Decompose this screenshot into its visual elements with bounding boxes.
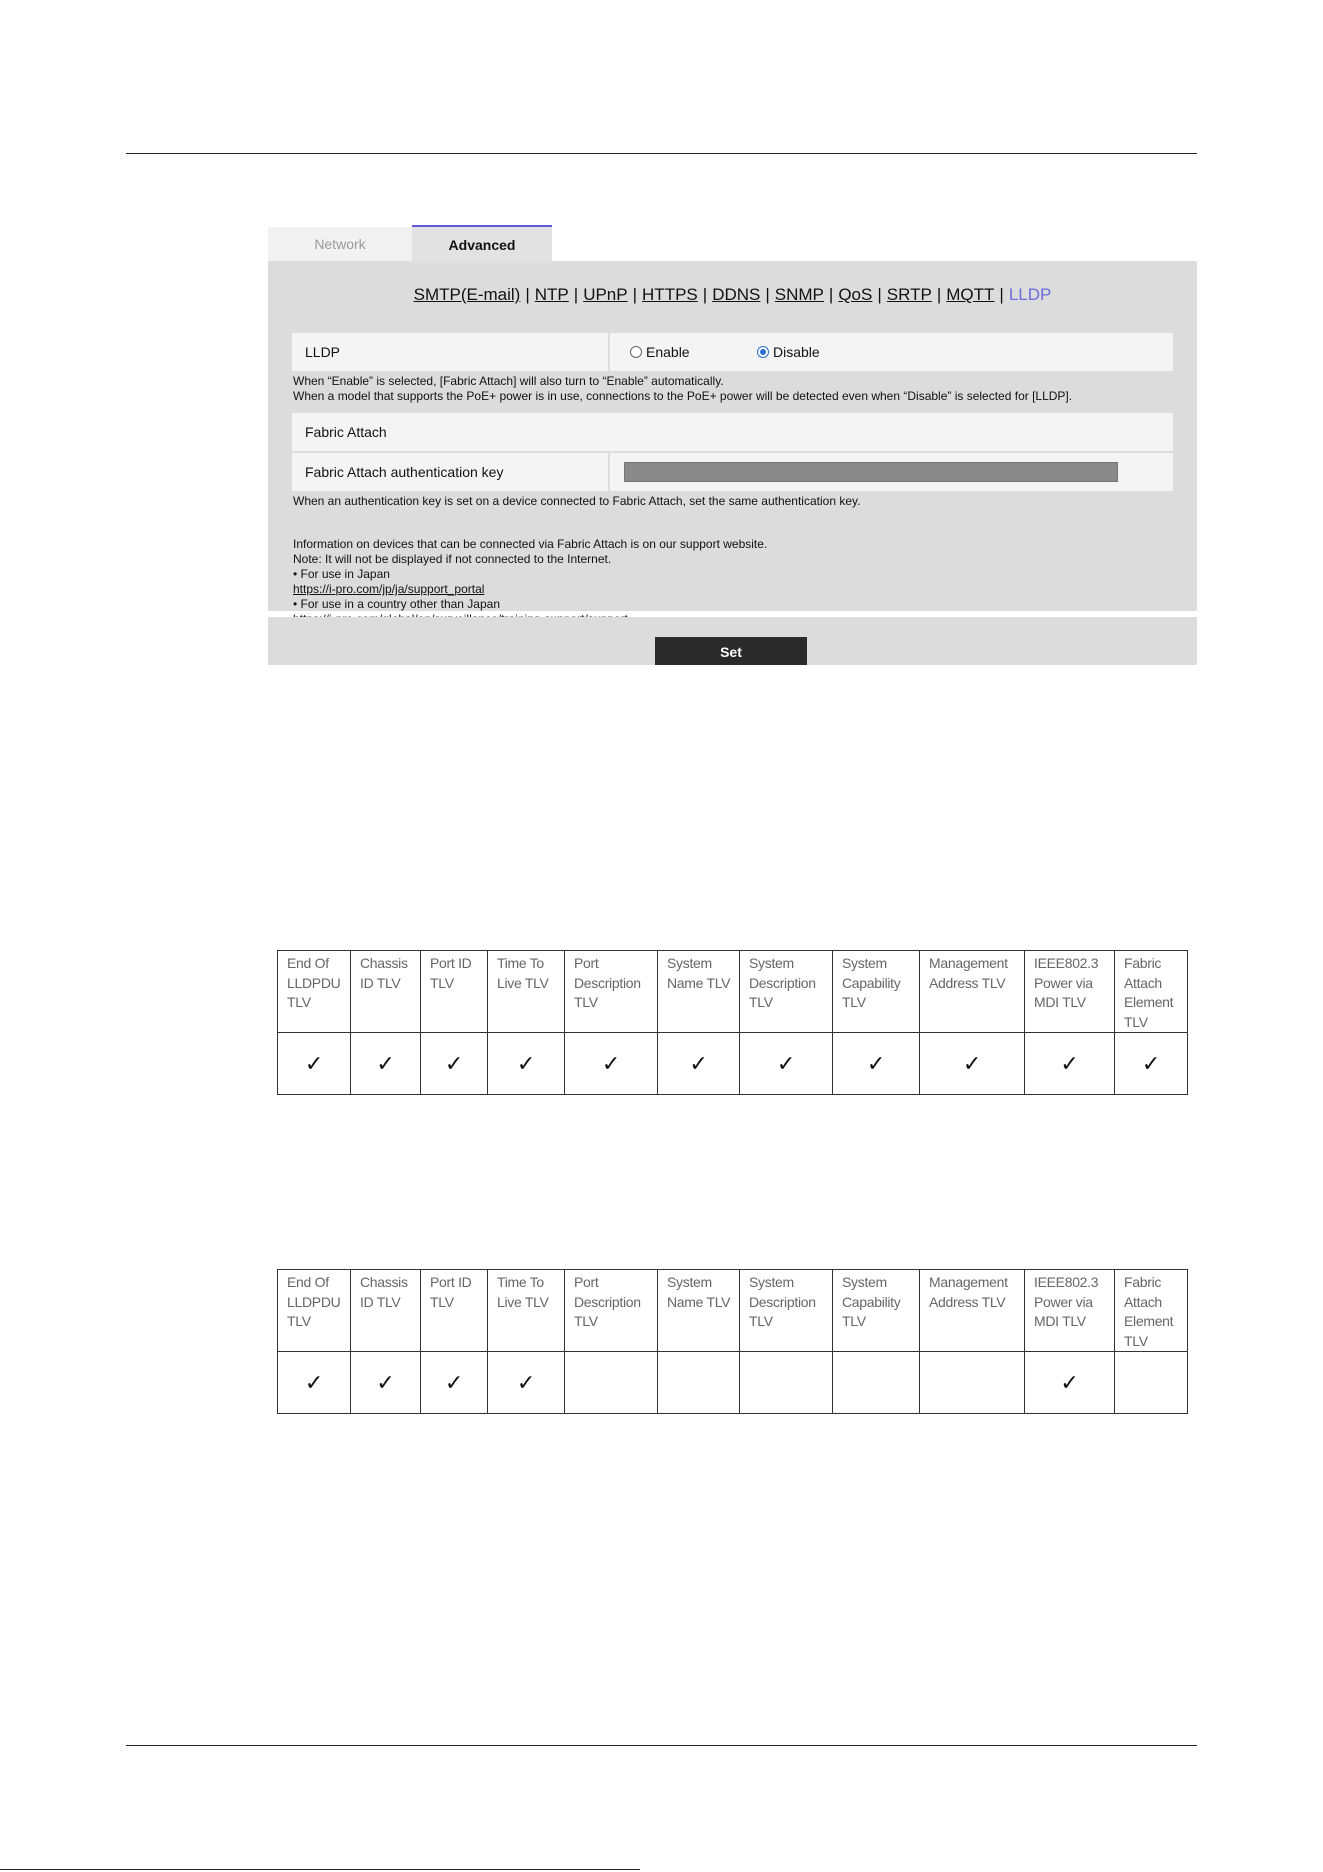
check-cell — [920, 1033, 1025, 1095]
tab-network[interactable]: Network — [268, 227, 412, 261]
tlv-col-system-description: System Description TLV — [740, 951, 833, 1033]
tlv-col-end-of-lldpdu: End Of LLDPDU TLV — [278, 1270, 351, 1352]
check-icon: ✓ — [444, 1369, 464, 1395]
tlv-col-ieee8023-power: IEEE802.3 Power via MDI TLV — [1025, 951, 1115, 1033]
settings-tabs — [268, 223, 1197, 261]
subnav-link-lldp[interactable]: LLDP — [1008, 285, 1052, 304]
check-cell — [565, 1033, 658, 1095]
check-cell — [351, 1033, 421, 1095]
tlv-col-port-description: Port Description TLV — [565, 1270, 658, 1352]
tlv-col-fabric-attach-element: Fabric Attach Element TLV — [1115, 951, 1188, 1033]
check-icon: ✓ — [1060, 1050, 1079, 1076]
check-cell — [278, 1033, 351, 1095]
subnav-separator: | — [877, 285, 882, 304]
lldp-note-line2: When a model that supports the PoE+ power is in use, connections to the PoE+ power will be detected even when “Disable” is selected for [LLDP]. — [293, 389, 1073, 403]
check-icon: ✓ — [444, 1050, 464, 1076]
check-cell — [658, 1352, 740, 1414]
subnav-separator: | — [765, 285, 770, 304]
tlv-col-port-id: Port ID TLV — [421, 951, 488, 1033]
tab-advanced[interactable]: Advanced — [412, 225, 552, 263]
check-cell — [421, 1033, 488, 1095]
tlv-check-row — [278, 1352, 1188, 1414]
check-cell — [351, 1352, 421, 1414]
check-cell — [1115, 1033, 1188, 1095]
support-info — [292, 537, 1173, 627]
lldp-settings-panel — [268, 223, 1197, 665]
subnav-link-ntp[interactable]: NTP — [534, 285, 569, 304]
subnav-separator: | — [525, 285, 530, 304]
lldp-disable-radio[interactable] — [757, 344, 820, 360]
check-cell — [740, 1352, 833, 1414]
check-icon: ✓ — [376, 1369, 395, 1395]
check-icon: ✓ — [776, 1050, 796, 1076]
check-icon: ✓ — [962, 1050, 982, 1076]
tlv-header-row — [278, 951, 1188, 1033]
subnav-link-ddns[interactable]: DDNS — [712, 285, 761, 304]
header-rule — [126, 153, 1197, 154]
fabric-attach-key-row — [292, 453, 1173, 491]
tlv-col-ieee8023-power: IEEE802.3 Power via MDI TLV — [1025, 1270, 1115, 1352]
check-cell — [740, 1033, 833, 1095]
check-cell — [833, 1352, 920, 1414]
lldp-note-line1: When “Enable” is selected, [Fabric Attach] will also turn to “Enable” automatically. — [293, 374, 724, 388]
subnav-link-smtp[interactable]: SMTP(E-mail) — [413, 285, 521, 304]
check-icon: ✓ — [1141, 1050, 1161, 1076]
lldp-enable-label: Enable — [646, 344, 690, 360]
fabric-attach-key-input[interactable] — [624, 462, 1118, 482]
check-cell — [1025, 1352, 1115, 1414]
radio-on-icon[interactable] — [757, 346, 769, 358]
lldp-label: LLDP — [292, 333, 610, 371]
subnav-separator: | — [632, 285, 638, 304]
fabric-attach-key-note: When an authentication key is set on a device connected to Fabric Attach, set the same authentication key. — [293, 494, 861, 508]
fabric-attach-row — [292, 413, 1173, 451]
subnav-separator: | — [936, 285, 942, 304]
advanced-subnav — [292, 285, 1173, 307]
tlv-col-system-capability: System Capability TLV — [833, 951, 920, 1033]
tlv-col-end-of-lldpdu: End Of LLDPDU TLV — [278, 951, 351, 1033]
check-icon: ✓ — [376, 1050, 395, 1076]
subnav-link-https[interactable]: HTTPS — [642, 285, 698, 304]
check-icon: ✓ — [516, 1050, 536, 1076]
tlv-col-system-description: System Description TLV — [740, 1270, 833, 1352]
lldp-note — [292, 371, 1173, 410]
tlv-header-row — [278, 1270, 1188, 1352]
radio-off-icon[interactable] — [630, 346, 642, 358]
tlv-check-row — [278, 1033, 1188, 1095]
subnav-link-srtp[interactable]: SRTP — [886, 285, 932, 304]
tlv-col-system-capability: System Capability TLV — [833, 1270, 920, 1352]
footer-rule — [126, 1745, 1197, 1746]
page-bottom-rule — [0, 1869, 640, 1870]
support-link-japan[interactable]: https://i-pro.com/jp/ja/support_portal — [293, 582, 485, 596]
tlv-col-port-id: Port ID TLV — [421, 1270, 488, 1352]
subnav-separator: | — [573, 285, 579, 304]
tlv-col-fabric-attach-element: Fabric Attach Element TLV — [1115, 1270, 1188, 1352]
tlv-col-system-name: System Name TLV — [658, 951, 740, 1033]
check-cell — [920, 1352, 1025, 1414]
subnav-separator: | — [702, 285, 708, 304]
check-cell — [488, 1352, 565, 1414]
tlv-col-management-address: Management Address TLV — [920, 1270, 1025, 1352]
set-button[interactable]: Set — [655, 637, 807, 665]
tlv-col-chassis-id: Chassis ID TLV — [351, 1270, 421, 1352]
info-line4: • For use in a country other than Japan — [293, 597, 500, 611]
set-bar — [268, 617, 1197, 665]
tlv-col-system-name: System Name TLV — [658, 1270, 740, 1352]
check-icon: ✓ — [866, 1050, 886, 1076]
check-cell — [278, 1352, 351, 1414]
tlv-col-management-address: Management Address TLV — [920, 951, 1025, 1033]
lldp-row — [292, 333, 1173, 371]
fabric-attach-key-label: Fabric Attach authentication key — [292, 453, 610, 491]
check-cell — [1115, 1352, 1188, 1414]
lldp-disable-label: Disable — [773, 344, 820, 360]
fabric-attach-label: Fabric Attach — [305, 424, 387, 440]
subnav-link-mqtt[interactable]: MQTT — [946, 285, 995, 304]
subnav-link-snmp[interactable]: SNMP — [774, 285, 824, 304]
tlv-table-disable — [277, 1269, 1188, 1414]
lldp-radio-group — [610, 344, 1173, 360]
lldp-enable-radio[interactable] — [630, 344, 757, 360]
check-cell — [833, 1033, 920, 1095]
subnav-link-qos[interactable]: QoS — [838, 285, 873, 304]
check-icon: ✓ — [516, 1369, 536, 1395]
subnav-separator: | — [999, 285, 1004, 304]
tlv-col-time-to-live: Time To Live TLV — [488, 1270, 565, 1352]
tlv-col-time-to-live: Time To Live TLV — [488, 951, 565, 1033]
info-line3: • For use in Japan — [293, 567, 390, 581]
info-line1: Information on devices that can be connected via Fabric Attach is on our support website. — [293, 537, 768, 551]
tlv-table-enable — [277, 950, 1188, 1095]
check-icon: ✓ — [304, 1369, 324, 1395]
check-cell — [488, 1033, 565, 1095]
check-cell — [658, 1033, 740, 1095]
check-cell — [421, 1352, 488, 1414]
info-line2: Note: It will not be displayed if not connected to the Internet. — [293, 552, 612, 566]
subnav-link-upnp[interactable]: UPnP — [583, 285, 628, 304]
check-icon: ✓ — [304, 1050, 324, 1076]
check-icon: ✓ — [601, 1050, 621, 1076]
tlv-col-port-description: Port Description TLV — [565, 951, 658, 1033]
check-cell — [565, 1352, 658, 1414]
check-icon: ✓ — [1060, 1369, 1079, 1395]
tlv-col-chassis-id: Chassis ID TLV — [351, 951, 421, 1033]
panel-body — [268, 261, 1197, 611]
check-icon: ✓ — [689, 1050, 708, 1076]
check-cell — [1025, 1033, 1115, 1095]
subnav-separator: | — [828, 285, 834, 304]
